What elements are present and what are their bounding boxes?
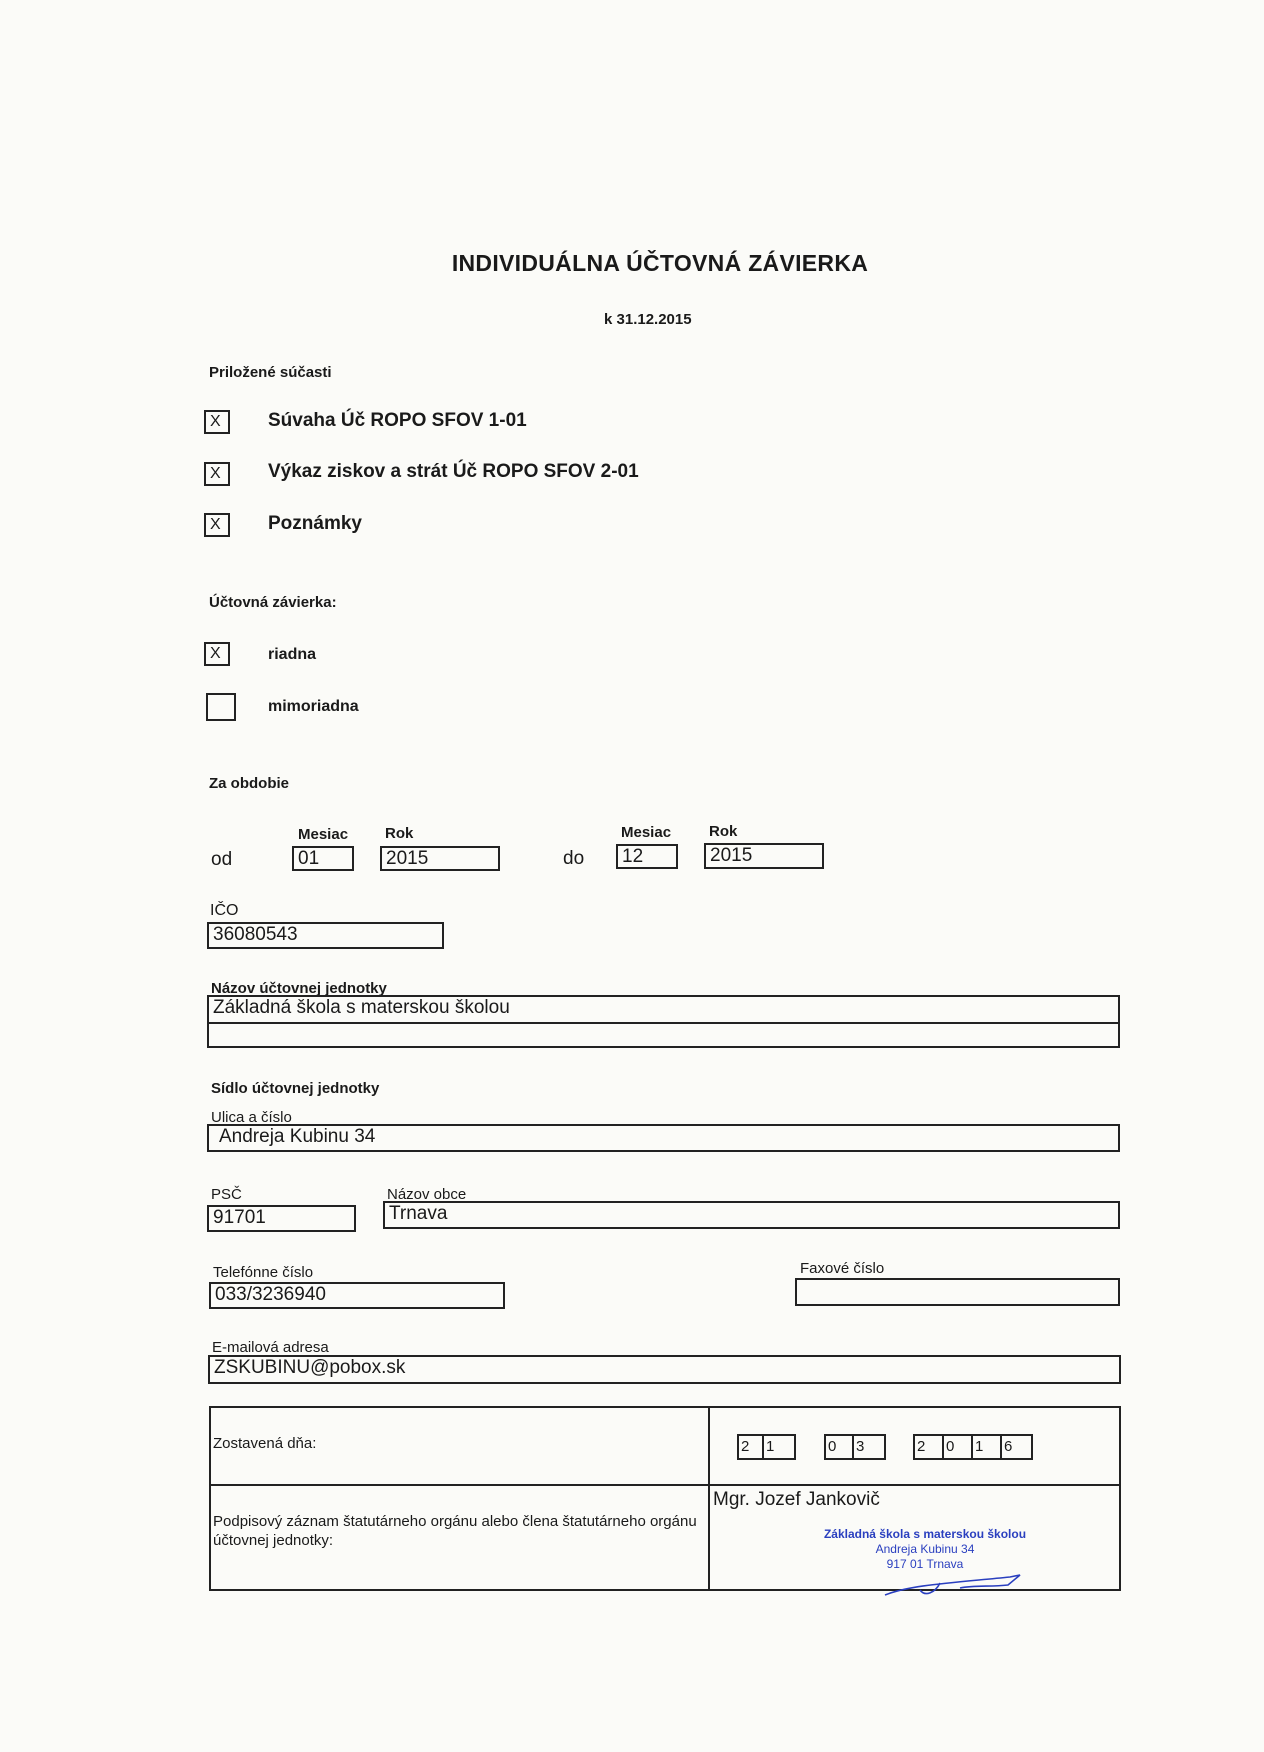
document-title: INDIVIDUÁLNA ÚČTOVNÁ ZÁVIERKA — [451, 250, 869, 276]
year-digit-2: 0 — [944, 1436, 973, 1458]
street-field[interactable]: Andreja Kubinu 34 — [207, 1124, 1120, 1152]
entity-name-line2[interactable] — [207, 1022, 1120, 1048]
phone-label: Telefónne číslo — [213, 1264, 314, 1281]
attachments-heading: Priložené súčasti — [209, 364, 332, 381]
to-month-field[interactable]: 12 — [616, 844, 678, 869]
email-label: E-mailová adresa — [212, 1339, 329, 1356]
email-field[interactable]: ZSKUBINU@pobox.sk — [208, 1355, 1121, 1384]
compiled-date-label: Zostavená dňa: — [213, 1435, 317, 1452]
from-month-label: Mesiac — [298, 826, 349, 843]
handwritten-signature — [880, 1555, 1030, 1600]
table-vertical-divider — [708, 1406, 710, 1591]
fax-field[interactable] — [795, 1278, 1120, 1306]
table-horizontal-divider — [209, 1484, 1121, 1486]
as-of-date: k 31.12.2015 — [604, 311, 692, 328]
attachment-poznamky-label: Poznámky — [268, 513, 362, 534]
to-year-label: Rok — [709, 823, 738, 840]
seat-heading: Sídlo účtovnej jednotky — [211, 1080, 380, 1097]
from-year-label: Rok — [385, 825, 414, 842]
compiled-year-field[interactable] — [913, 1434, 1033, 1460]
compiled-day-field[interactable] — [737, 1434, 796, 1460]
ico-label: IČO — [210, 902, 239, 919]
street-label: Ulica a číslo — [211, 1109, 292, 1126]
month-digit-2: 3 — [856, 1438, 865, 1455]
city-field[interactable]: Trnava — [383, 1201, 1120, 1229]
compiled-month-field[interactable] — [824, 1434, 886, 1460]
day-digit-2: 1 — [766, 1438, 775, 1455]
checkbox-suvaha[interactable]: X — [204, 410, 230, 434]
year-digit-3: 1 — [973, 1436, 1002, 1458]
entity-name-label: Názov účtovnej jednotky — [211, 980, 387, 997]
attachment-vykaz-label: Výkaz ziskov a strát Úč ROPO SFOV 2-01 — [268, 461, 639, 482]
city-label: Názov obce — [387, 1186, 467, 1203]
psc-field[interactable]: 91701 — [207, 1205, 356, 1232]
entity-name-line1[interactable]: Základná škola s materskou školou — [207, 995, 1120, 1024]
to-year-field[interactable]: 2015 — [704, 843, 824, 869]
day-digit-1: 2 — [739, 1436, 764, 1458]
attachment-suvaha-label: Súvaha Úč ROPO SFOV 1-01 — [268, 410, 527, 431]
phone-field[interactable]: 033/3236940 — [209, 1282, 505, 1309]
from-year-field[interactable]: 2015 — [380, 846, 500, 871]
to-month-label: Mesiac — [621, 824, 672, 841]
stamp-line-3: 917 01 Trnava — [886, 1557, 964, 1571]
mimoriadna-label: mimoriadna — [268, 698, 359, 715]
to-label: do — [563, 848, 585, 869]
ico-field[interactable]: 36080543 — [207, 922, 444, 949]
riadna-label: riadna — [268, 646, 317, 663]
checkbox-vykaz[interactable]: X — [204, 462, 230, 486]
year-digit-1: 2 — [915, 1436, 944, 1458]
psc-label: PSČ — [211, 1186, 242, 1203]
checkbox-riadna[interactable]: X — [204, 642, 230, 666]
fax-label: Faxové číslo — [800, 1260, 885, 1277]
stamp-line-1: Základná škola s materskou školou — [823, 1527, 1027, 1541]
period-heading: Za obdobie — [209, 775, 289, 792]
signature-label: Podpisový záznam štatutárneho orgánu alebo člena štatutárneho orgánu účtovnej jednotky: — [213, 1513, 697, 1549]
closing-type-heading: Účtovná závierka: — [209, 594, 337, 611]
checkbox-mimoriadna[interactable] — [206, 693, 236, 721]
month-digit-1: 0 — [826, 1436, 854, 1458]
year-digit-4: 6 — [1004, 1438, 1013, 1455]
from-label: od — [211, 849, 233, 870]
signatory-name: Mgr. Jozef Jankovič — [713, 1489, 880, 1510]
checkbox-poznamky[interactable]: X — [204, 513, 230, 537]
from-month-field[interactable]: 01 — [292, 846, 354, 871]
stamp-line-2: Andreja Kubinu 34 — [875, 1542, 975, 1556]
